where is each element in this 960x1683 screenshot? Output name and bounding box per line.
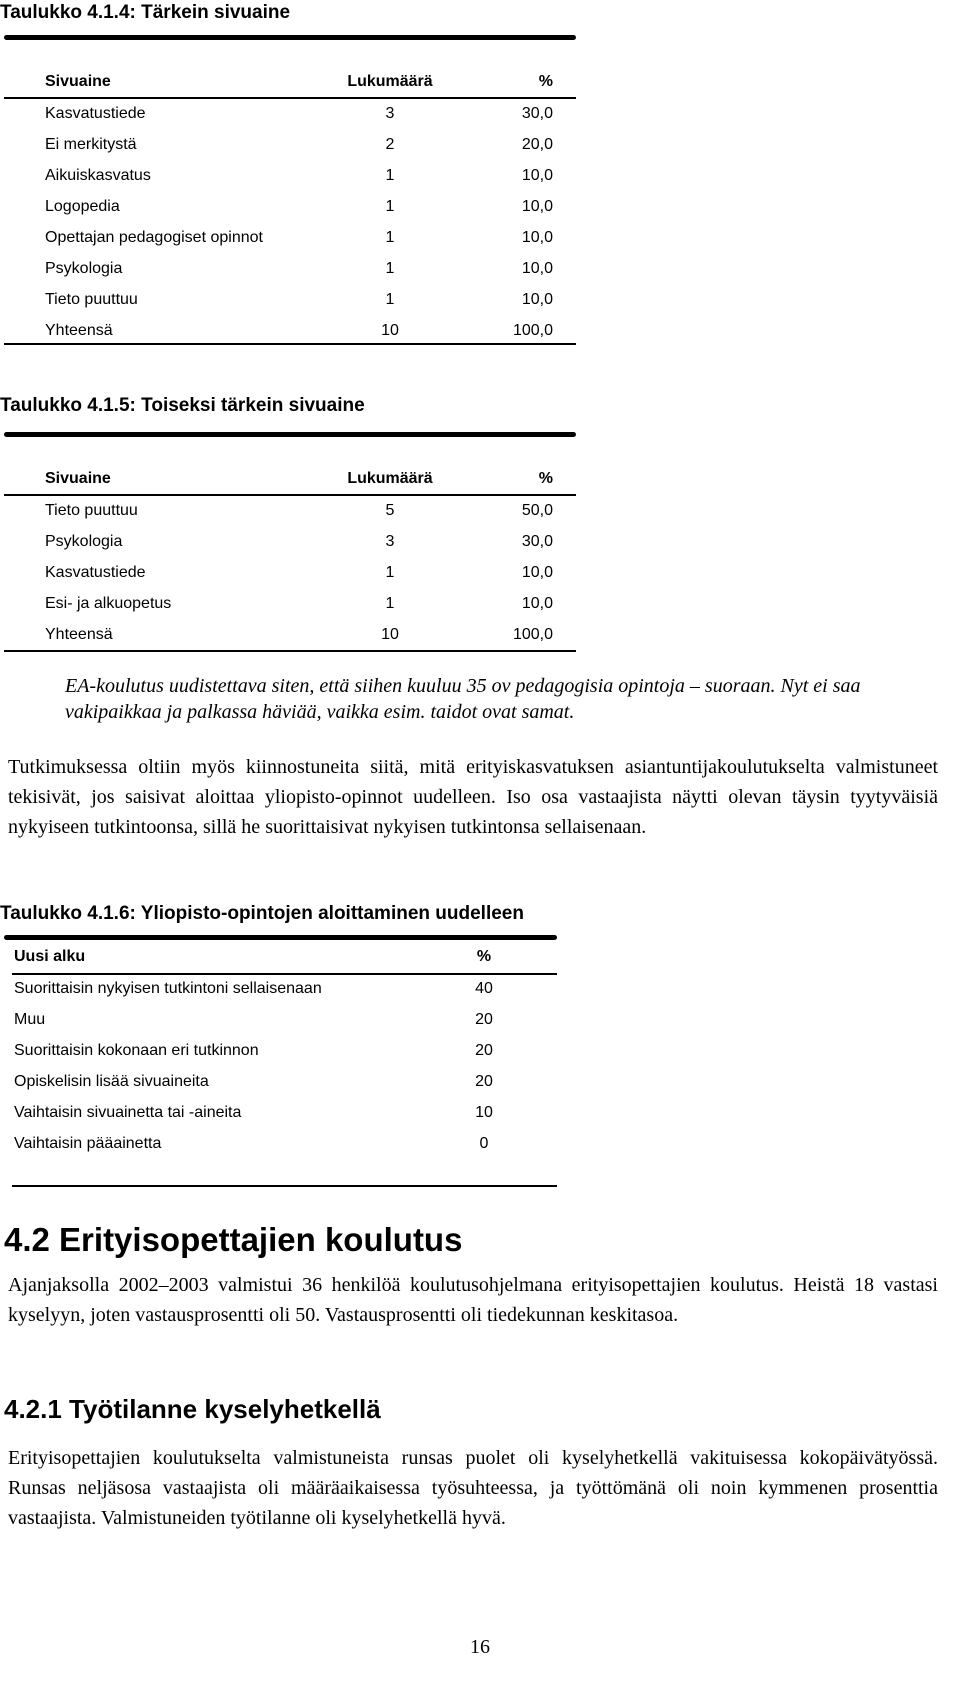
table3-percent-cell: 20 (475, 1072, 493, 1090)
table1-percent-cell: 10,0 (521, 228, 553, 246)
table3-percent-cell: 20 (475, 1041, 493, 1059)
table1-row (5, 253, 573, 284)
table3-header-choice: Uusi alku (14, 948, 86, 965)
paragraph-2: Ajanjaksolla 2002–2003 valmistui 36 henkilöä koulutusohjelmana erityisopettajien koulutus. Heistä 18 vastasi kyselyyn, joten vastausprosentti oli 50. Vastausprosentti oli tiedekunnan keskitasoa. (8, 1274, 938, 1326)
table1-count-cell: 1 (385, 228, 395, 246)
table1-subject-cell: Psykologia (45, 259, 123, 277)
table3-row (14, 973, 514, 1004)
table3-percent-cell: 20 (475, 1010, 493, 1028)
table2-header-percent: % (538, 470, 553, 487)
table1-count-cell: 3 (385, 104, 395, 122)
table3-choice-cell: Suorittaisin nykyisen tutkintoni sellaisenaan (14, 979, 322, 997)
table2-count-cell: 3 (385, 532, 395, 550)
table1-percent-cell: 100,0 (512, 321, 553, 339)
table1-row (5, 191, 573, 222)
table1-header-row (5, 66, 573, 98)
table2-row (5, 557, 573, 588)
table1-header-rule (4, 97, 576, 99)
table2-caption: Taulukko 4.1.5: Toiseksi tärkein sivuaine (0, 395, 365, 416)
table2-bottom-rule (4, 650, 576, 652)
table1-count-cell: 1 (385, 290, 395, 308)
table2-row (5, 588, 573, 619)
table1-percent-cell: 10,0 (521, 290, 553, 308)
table3-percent-cell: 10 (475, 1103, 493, 1121)
table1-percent-cell: 10,0 (521, 197, 553, 215)
table2-subject-cell: Psykologia (45, 532, 123, 550)
table3-percent-cell: 40 (475, 979, 493, 997)
table2-percent-cell: 100,0 (512, 625, 553, 643)
table3-row (14, 1035, 514, 1066)
table2-header-rule (4, 494, 576, 496)
table3-header-rule (12, 973, 557, 975)
table2-top-rule (4, 432, 576, 437)
table1-percent-cell: 20,0 (521, 135, 553, 153)
table2-percent-cell: 50,0 (521, 501, 553, 519)
table3-top-rule (4, 935, 557, 940)
table3-header-row (14, 941, 514, 973)
table1-subject-cell: Opettajan pedagogiset opinnot (45, 228, 263, 246)
table2-count-cell: 1 (385, 563, 395, 581)
table3-caption: Taulukko 4.1.6: Yliopisto-opintojen aloittaminen uudelleen (0, 903, 524, 924)
table1-row (5, 129, 573, 160)
paragraph-1: Tutkimuksessa oltiin myös kiinnostuneita siitä, mitä erityiskasvatuksen asiantuntijakoulutukselta valmistuneet tekisivät, jos saisivat aloittaa yliopisto-opinnot uudelleen. Iso osa vastaajista näytti olevan täysin tyytyväisiä nykyiseen tutkintoonsa, sillä he suorittaisivat nykyisen tutkintonsa sellaisenaan. (8, 756, 938, 838)
table1-percent-cell: 10,0 (521, 259, 553, 277)
table2-count-cell: 10 (381, 625, 399, 643)
table2-count-cell: 1 (385, 594, 395, 612)
table3-row (14, 1004, 514, 1035)
paragraph-3: Erityisopettajien koulutukselta valmistuneista runsas puolet oli kyselyhetkellä vakituisessa kokopäivätyössä. Runsas neljäsosa vastaajista oli määräaikaisessa työsuhteessa, ja työttömänä oli noin kymmenen prosenttia vastaajista. Valmistuneiden työtilanne oli kyselyhetkellä hyvä. (8, 1447, 938, 1529)
table2-count-cell: 5 (385, 501, 395, 519)
table3-header-percent: % (476, 948, 492, 965)
table1-caption: Taulukko 4.1.4: Tärkein sivuaine (0, 2, 291, 23)
table1-count-cell: 1 (385, 197, 395, 215)
table2-row (5, 526, 573, 557)
table1-percent-cell: 30,0 (521, 104, 553, 122)
table2-subject-cell: Kasvatustiede (45, 563, 146, 581)
table1-header-percent: % (538, 73, 553, 90)
table1-subject-cell: Tieto puuttuu (45, 290, 138, 308)
table2-row (5, 495, 573, 526)
table3-choice-cell: Opiskelisin lisää sivuaineita (14, 1072, 209, 1090)
table2-percent-cell: 10,0 (521, 563, 553, 581)
table2-subject-cell: Esi- ja alkuopetus (45, 594, 172, 612)
table3-choice-cell: Vaihtaisin sivuainetta tai -aineita (14, 1103, 242, 1121)
table2-subject-cell: Yhteensä (45, 625, 113, 643)
table3-row (14, 1066, 514, 1097)
table1-row (5, 284, 573, 315)
table1-subject-cell: Kasvatustiede (45, 104, 146, 122)
table2-subject-cell: Tieto puuttuu (45, 501, 138, 519)
table2-percent-cell: 30,0 (521, 532, 553, 550)
table1-subject-cell: Yhteensä (45, 321, 113, 339)
table1-count-cell: 1 (385, 166, 395, 184)
section-heading: 4.2 Erityisopettajien koulutus (4, 1221, 463, 1258)
table1-header-subject: Sivuaine (45, 73, 111, 90)
quote: EA-koulutus uudistettava siten, että siihen kuuluu 35 ov pedagogisia opintoja – suoraan. Nyt ei saa vakipaikkaa ja palkassa häviää, vaikka esim. taidot ovat samat. (65, 675, 861, 723)
subsection-heading: 4.2.1 Työtilanne kyselyhetkellä (4, 1394, 381, 1424)
table1-subject-cell: Logopedia (45, 197, 120, 215)
table2 (5, 463, 573, 650)
table1-row (5, 222, 573, 253)
table1-top-rule (4, 35, 576, 40)
table3-row (14, 1097, 514, 1128)
table1 (5, 66, 573, 346)
table2-header-count: Lukumäärä (347, 470, 433, 487)
page-number: 16 (470, 1636, 490, 1658)
table1-bottom-rule (4, 343, 576, 345)
table1-percent-cell: 10,0 (521, 166, 553, 184)
table3-choice-cell: Vaihtaisin pääainetta (14, 1134, 162, 1152)
table3-choice-cell: Muu (14, 1010, 46, 1028)
table1-row (5, 98, 573, 129)
table2-header-subject: Sivuaine (45, 470, 111, 487)
table1-count-cell: 1 (385, 259, 395, 277)
table3-row (14, 1128, 514, 1159)
table1-count-cell: 2 (385, 135, 395, 153)
table1-subject-cell: Aikuiskasvatus (45, 166, 151, 184)
table2-percent-cell: 10,0 (521, 594, 553, 612)
table1-subject-cell: Ei merkitystä (45, 135, 137, 153)
table3-choice-cell: Suorittaisin kokonaan eri tutkinnon (14, 1041, 259, 1059)
table1-count-cell: 10 (381, 321, 399, 339)
table1-row (5, 160, 573, 191)
table3-percent-cell: 0 (479, 1134, 489, 1152)
table1-header-count: Lukumäärä (347, 73, 433, 90)
table3-bottom-rule (12, 1185, 557, 1187)
table2-header-row (5, 463, 573, 495)
table2-row (5, 619, 573, 650)
table1-row (5, 315, 573, 346)
